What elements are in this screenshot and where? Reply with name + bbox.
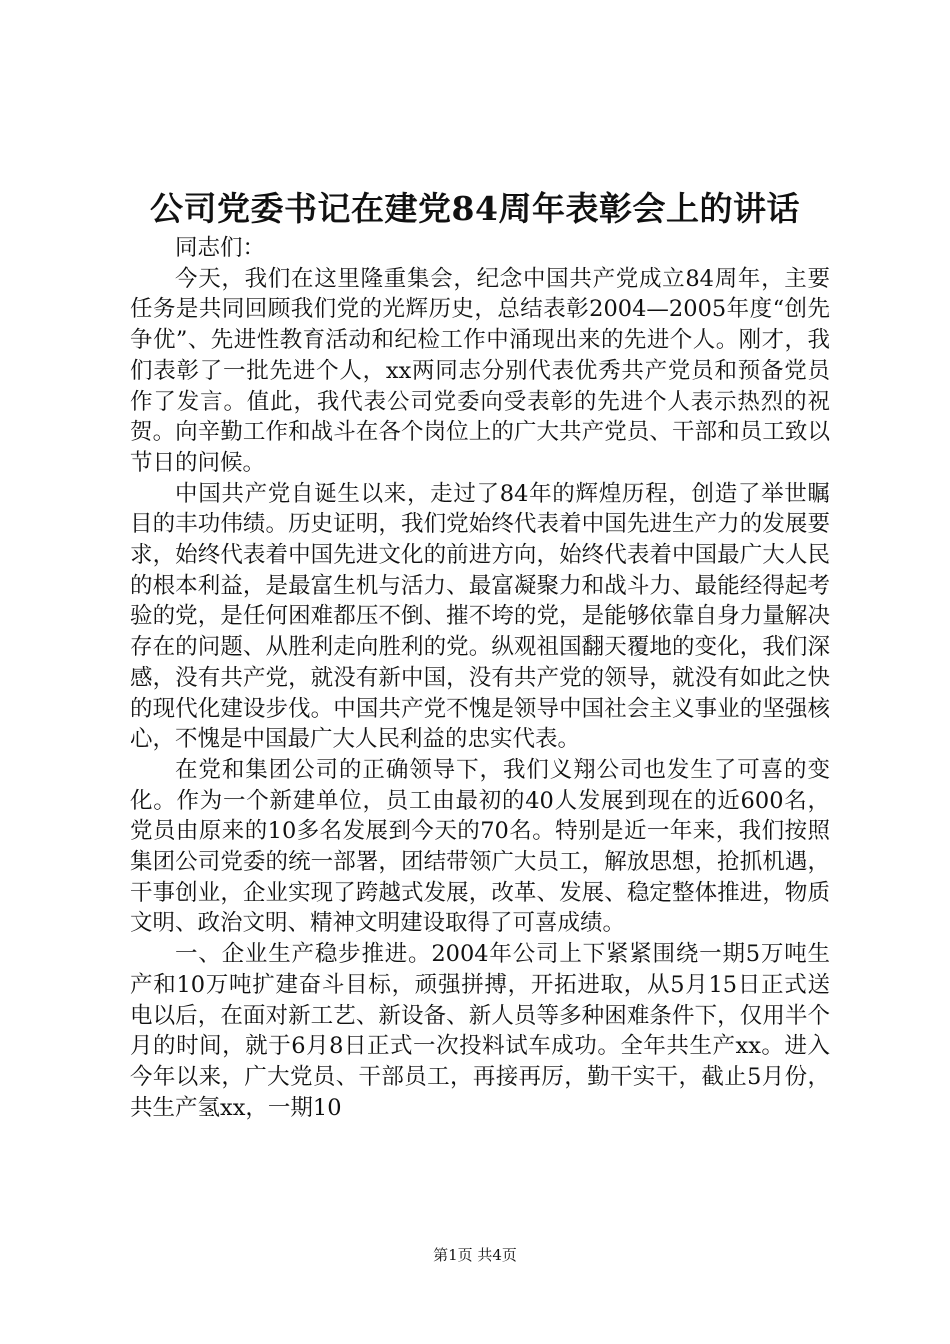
page-footer (0, 1245, 950, 1265)
page-indicator: 第1页 共4页 (433, 1246, 517, 1264)
document-title: 公司党委书记在建党84周年表彰会上的讲话 (150, 189, 800, 228)
paragraph-4: 一、企业生产稳步推进。2004年公司上下紧紧围绕一期5万吨生产和10万吨扩建奋斗目标，顽强拼搏，开拓进取，从5月15日正式送电以后，在面对新工艺、新设备、新人员等多种困难条件下，仅用半个月的时间，就于6月8日正式一次投料试车成功。全年共生产xx。进入今年以来，广大党员、干部员工，再接再厉，勤干实干，截止5月份，共生产氢xx，一期10 (130, 941, 830, 1121)
salutation: 同志们： (175, 235, 266, 261)
paragraph-2: 中国共产党自诞生以来，走过了84年的辉煌历程，创造了举世瞩目的丰功伟绩。历史证明，我们党始终代表着中国先进生产力的发展要求，始终代表着中国先进文化的前进方向，始终代表着中国最广大人民的根本利益，是最富生机与活力、最富凝聚力和战斗力、最能经得起考验的党，是任何困难都压不倒、摧不垮的党，是能够依靠自身力量解决存在的问题、从胜利走向胜利的党。纵观祖国翻天覆地的变化，我们深感，没有共产党，就没有新中国，没有共产党的领导，就没有如此之快的现代化建设步伐。中国共产党不愧是领导中国社会主义事业的坚强核心，不愧是中国最广大人民利益的忠实代表。 (130, 480, 830, 753)
paragraph-3: 在党和集团公司的正确领导下，我们义翔公司也发生了可喜的变化。作为一个新建单位，员工由最初的40人发展到现在的近600名，党员由原来的10多名发展到今天的70名。特别是近一年来，我们按照集团公司党委的统一部署，团结带领广大员工，解放思想，抢抓机遇，干事创业，企业实现了跨越式发展，改革、发展、稳定整体推进，物质文明、政治文明、精神文明建设取得了可喜成绩。 (130, 756, 830, 937)
paragraph-1: 今天，我们在这里隆重集会，纪念中国共产党成立84周年，主要任务是共同回顾我们党的光辉历史，总结表彰2004—2005年度“创先争优”、先进性教育活动和纪检工作中涌现出来的先进个人。刚才，我们表彰了一批先进个人，xx两同志分别代表优秀共产党员和预备党员作了发言。值此，我代表公司党委向受表彰的先进个人表示热烈的祝贺。向辛勤工作和战斗在各个岗位上的广大共产党员、干部和员工致以节日的问候。 (130, 265, 830, 476)
document-body (130, 233, 830, 1123)
